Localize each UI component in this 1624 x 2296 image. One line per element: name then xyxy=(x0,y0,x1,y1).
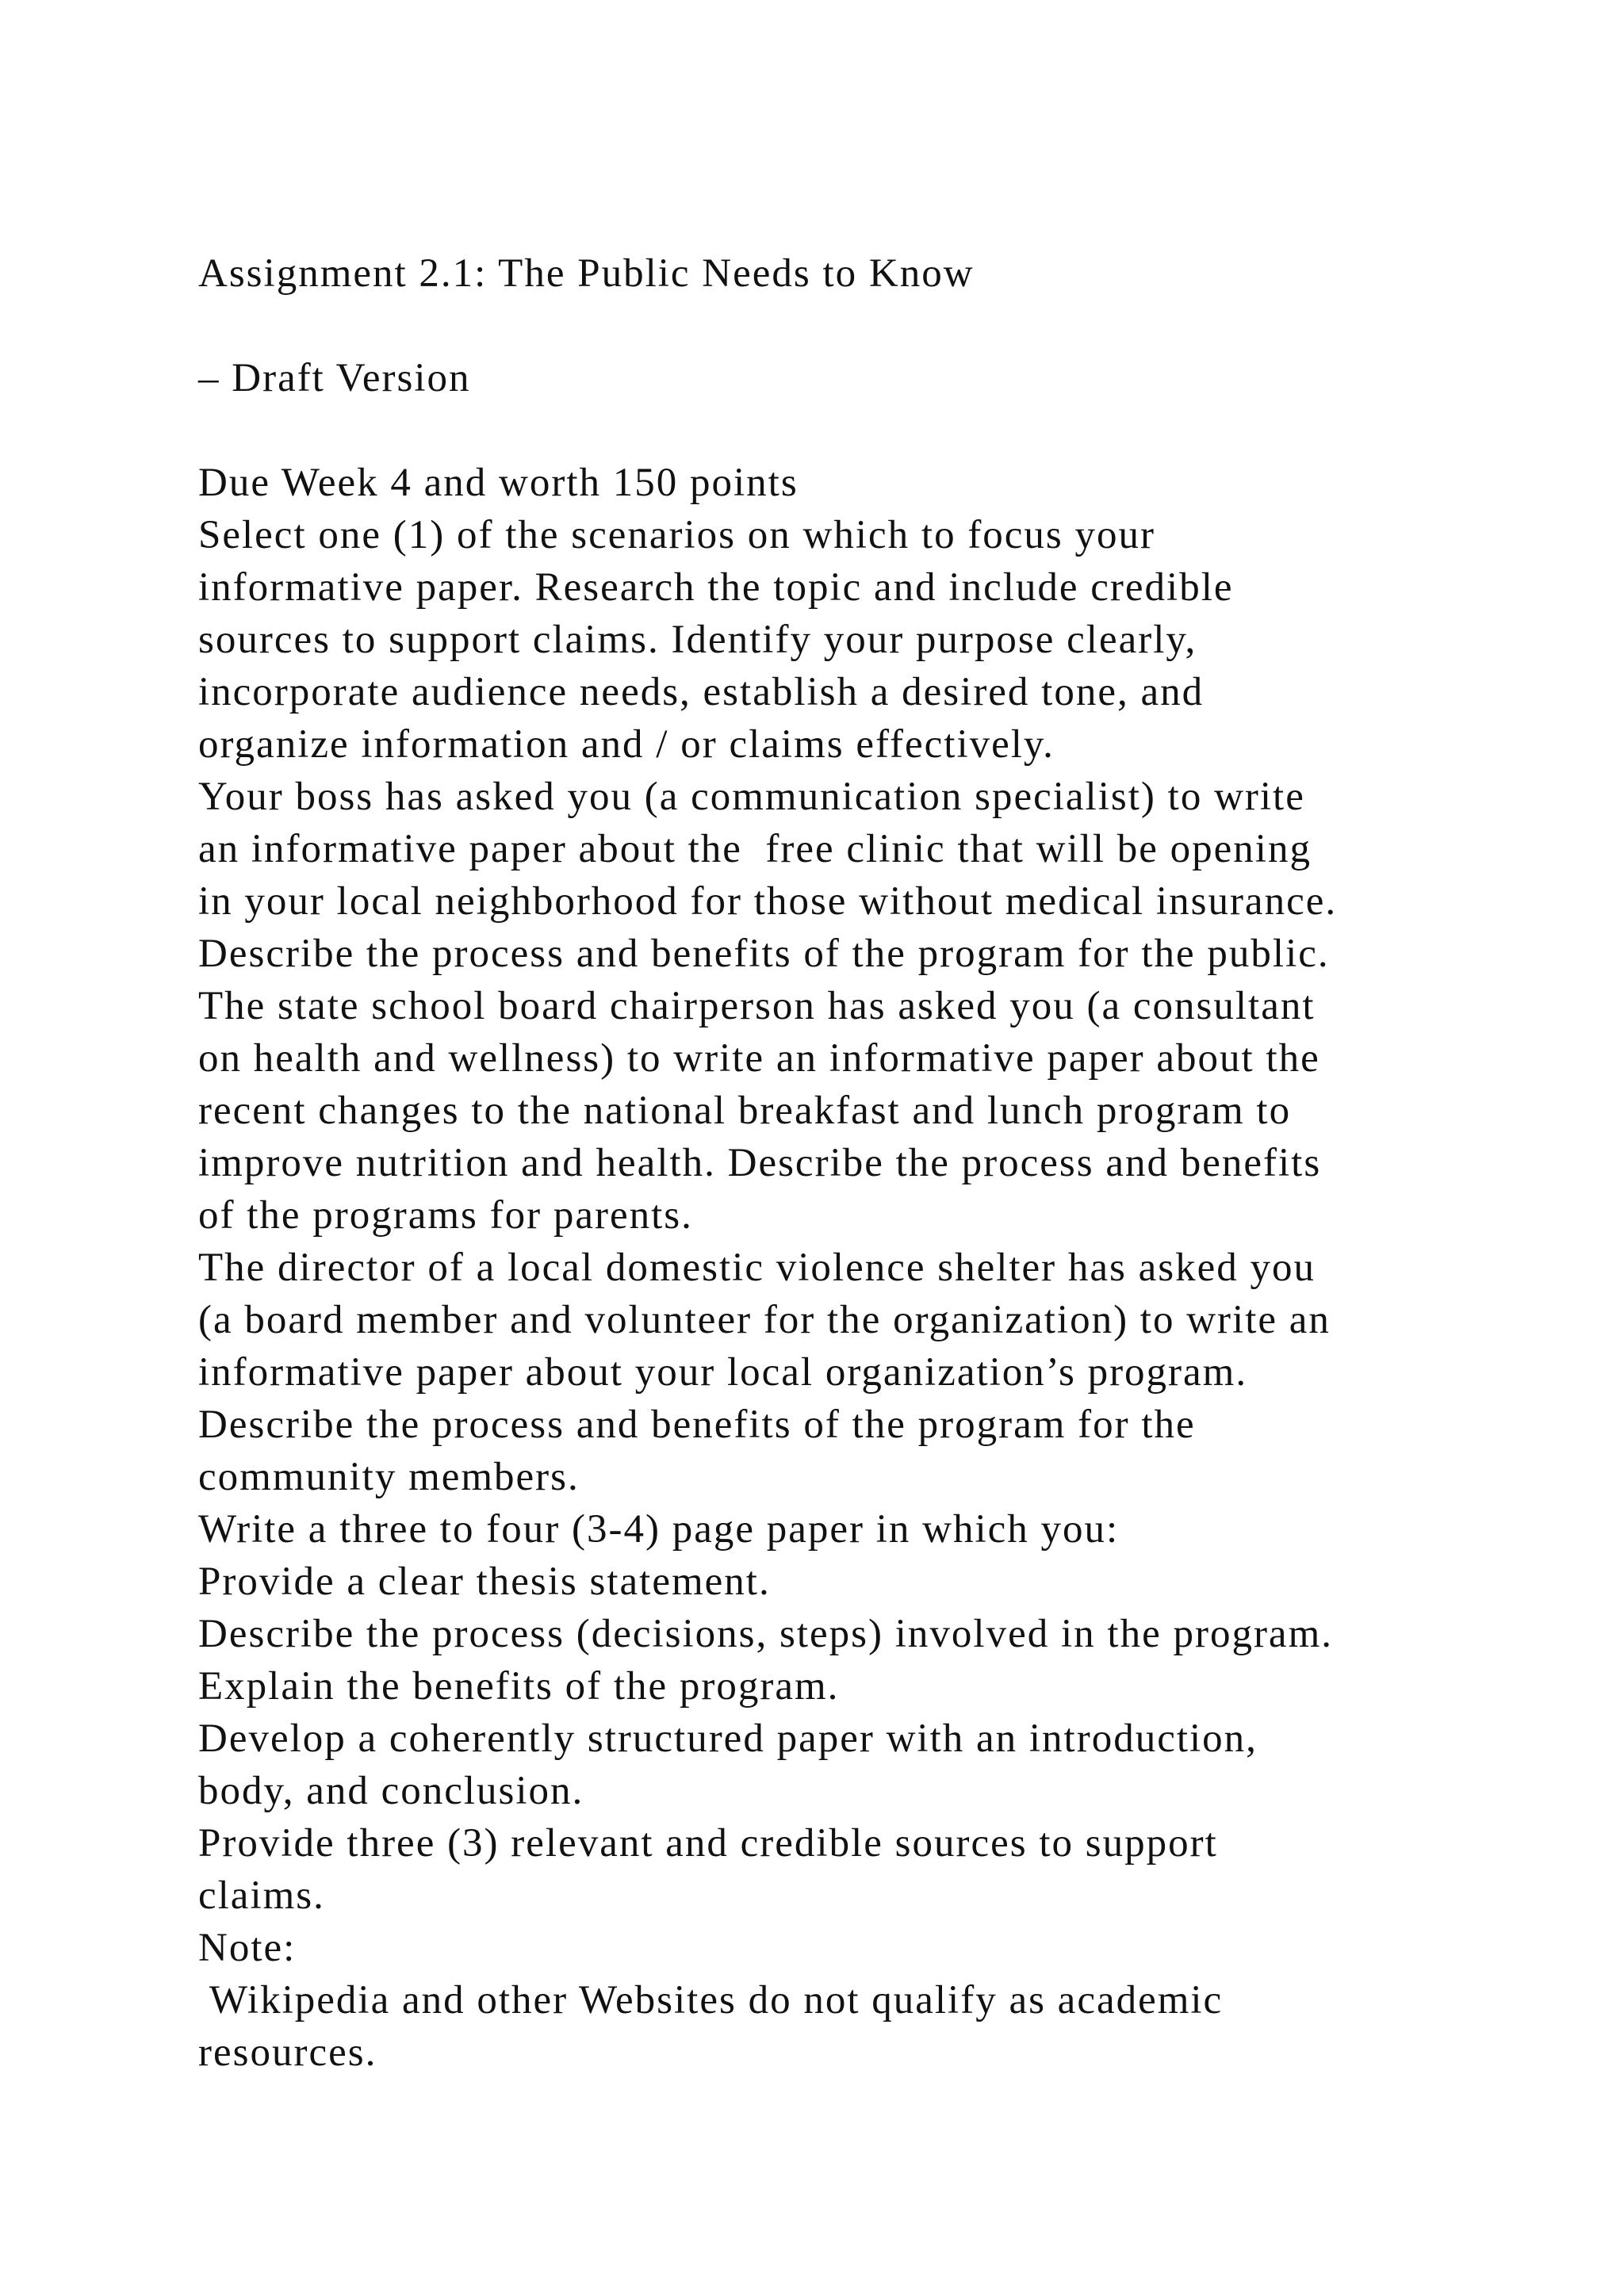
text-line: organize information and / or claims effectively. xyxy=(198,722,1055,767)
due-line: Due Week 4 and worth 150 points xyxy=(198,461,799,505)
text-line: Your boss has asked you (a communication specialist) to write xyxy=(198,775,1305,819)
text-line: resources. xyxy=(198,2030,377,2075)
text-line: Describe the process (decisions, steps) involved in the program. xyxy=(198,1612,1333,1656)
document-title: Assignment 2.1: The Public Needs to Know xyxy=(198,251,975,296)
text-line: Provide a clear thesis statement. xyxy=(198,1559,771,1604)
blank-line xyxy=(198,404,1594,457)
text-line: Explain the benefits of the program. xyxy=(198,1664,840,1709)
text-line: of the programs for parents. xyxy=(198,1193,693,1238)
text-line: community members. xyxy=(198,1455,580,1499)
text-line: an informative paper about the free clinic that will be opening xyxy=(198,827,1312,871)
document-body xyxy=(198,247,1594,2079)
document-subtitle: – Draft Version xyxy=(198,356,471,400)
text-line: The director of a local domestic violence shelter has asked you xyxy=(198,1246,1316,1290)
text-line: Describe the process and benefits of the program for the public. xyxy=(198,932,1330,976)
text-line: claims. xyxy=(198,1873,325,1918)
text-line: Provide three (3) relevant and credible sources to support xyxy=(198,1821,1218,1866)
text-line: Select one (1) of the scenarios on which to focus your xyxy=(198,513,1156,557)
text-line: Wikipedia and other Websites do not qualify as academic xyxy=(198,1978,1224,2022)
text-line: improve nutrition and health. Describe the process and benefits xyxy=(198,1141,1322,1185)
text-line: on health and wellness) to write an informative paper about the xyxy=(198,1036,1320,1081)
text-line: recent changes to the national breakfast and lunch program to xyxy=(198,1089,1292,1133)
text-line: Develop a coherently structured paper with an introduction, xyxy=(198,1716,1258,1761)
text-line: Describe the process and benefits of the program for the xyxy=(198,1402,1196,1447)
note-label: Note: xyxy=(198,1926,297,1970)
text-line: Write a three to four (3-4) page paper in which you: xyxy=(198,1507,1120,1552)
text-line: (a board member and volunteer for the organization) to write an xyxy=(198,1298,1331,1342)
text-line: informative paper. Research the topic and include credible xyxy=(198,565,1234,610)
text-line: sources to support claims. Identify your purpose clearly, xyxy=(198,618,1197,662)
blank-line xyxy=(198,300,1594,352)
text-line: informative paper about your local organization’s program. xyxy=(198,1350,1248,1395)
text-line: in your local neighborhood for those without medical insurance. xyxy=(198,879,1338,924)
text-line: The state school board chairperson has asked you (a consultant xyxy=(198,984,1316,1028)
text-line: body, and conclusion. xyxy=(198,1769,584,1813)
text-line: incorporate audience needs, establish a desired tone, and xyxy=(198,670,1205,714)
